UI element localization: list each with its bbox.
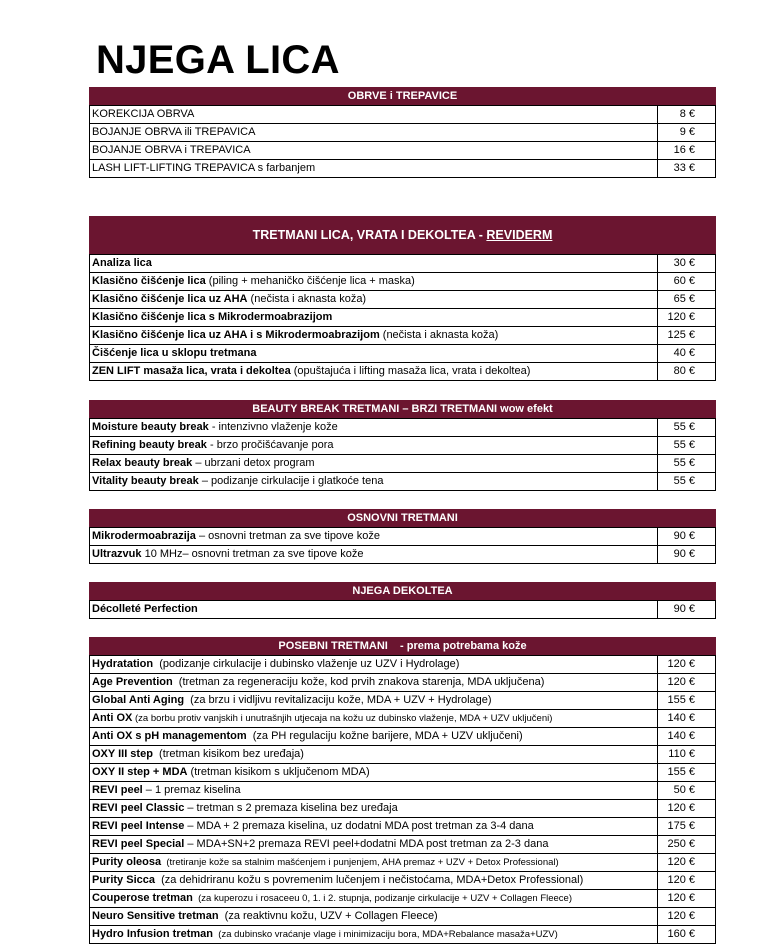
table-row xyxy=(90,546,716,564)
item-description: (tretman za regeneraciju kože, kod prvih znakova starenja, MDA uključena) xyxy=(172,676,545,688)
item-price: 120 € xyxy=(658,872,716,890)
item-cell xyxy=(90,291,658,309)
item-name: Klasično čišćenje lica xyxy=(92,275,206,287)
item-name: Décolleté Perfection xyxy=(92,603,198,615)
item-name: Couperose tretman xyxy=(92,892,193,904)
table-row xyxy=(90,764,716,782)
item-cell xyxy=(90,800,658,818)
item-price: 125 € xyxy=(658,327,716,345)
table-row xyxy=(90,327,716,345)
item-price: 16 € xyxy=(658,142,716,160)
item-cell xyxy=(90,124,658,142)
item-description: – osnovni tretman za sve tipove kože xyxy=(195,530,380,542)
item-price: 65 € xyxy=(658,291,716,309)
item-price: 120 € xyxy=(658,890,716,908)
price-table xyxy=(89,254,716,381)
item-cell xyxy=(90,854,658,872)
price-table xyxy=(89,105,716,178)
table-row xyxy=(90,160,716,178)
item-price: 30 € xyxy=(658,255,716,273)
item-description: (nečista i aknasta koža) xyxy=(379,329,499,341)
price-table xyxy=(89,527,716,564)
section-njega-dekoltea xyxy=(89,582,716,619)
item-name: Refining beauty break xyxy=(92,439,207,451)
table-row xyxy=(90,291,716,309)
item-cell xyxy=(90,419,658,437)
price-table xyxy=(89,655,716,944)
item-description: (podizanje cirkulacije i dubinsko vlaženje uz UZV i Hydrolage) xyxy=(153,658,460,670)
item-cell xyxy=(90,746,658,764)
table-row xyxy=(90,800,716,818)
table-row xyxy=(90,309,716,327)
item-price: 175 € xyxy=(658,818,716,836)
item-price: 120 € xyxy=(658,800,716,818)
page-title: NJEGA LICA xyxy=(96,38,340,82)
item-name: Hydratation xyxy=(92,658,154,670)
item-price: 55 € xyxy=(658,473,716,491)
item-name: Neuro Sensitive tretman xyxy=(92,910,219,922)
table-row xyxy=(90,106,716,124)
item-price: 120 € xyxy=(658,309,716,327)
table-row xyxy=(90,419,716,437)
item-description: – MDA+SN+2 premaza REVI peel+dodatni MDA post tretman za 2-3 dana xyxy=(184,838,549,850)
table-row xyxy=(90,728,716,746)
item-cell xyxy=(90,528,658,546)
item-cell xyxy=(90,728,658,746)
table-row xyxy=(90,692,716,710)
table-row xyxy=(90,854,716,872)
item-name: Anti OX xyxy=(92,712,133,724)
section-header: POSEBNI TRETMANI - prema potrebama kože xyxy=(89,637,716,655)
table-row xyxy=(90,872,716,890)
item-cell xyxy=(90,890,658,908)
item-name: Hydro Infusion tretman xyxy=(92,928,214,940)
item-cell xyxy=(90,818,658,836)
item-name: ZEN LIFT masaža lica, vrata i dekoltea xyxy=(92,365,291,377)
table-row xyxy=(90,273,716,291)
item-cell xyxy=(90,926,658,944)
item-cell xyxy=(90,908,658,926)
item-description: (za brzu i vidljivu revitalizaciju kože, MDA + UZV + Hydrolage) xyxy=(184,694,492,706)
item-cell xyxy=(90,327,658,345)
section-header: TRETMANI LICA, VRATA I DEKOLTEA - REVIDERM xyxy=(89,216,716,254)
table-row xyxy=(90,890,716,908)
item-description: BOJANJE OBRVA ili TREPAVICA xyxy=(92,126,256,138)
item-description: BOJANJE OBRVA i TREPAVICA xyxy=(92,144,251,156)
table-row xyxy=(90,601,716,619)
price-table xyxy=(89,600,716,619)
table-row xyxy=(90,656,716,674)
item-cell xyxy=(90,160,658,178)
item-name: Vitality beauty break xyxy=(92,475,199,487)
table-row xyxy=(90,674,716,692)
item-cell xyxy=(90,710,658,728)
item-price: 155 € xyxy=(658,764,716,782)
item-cell xyxy=(90,836,658,854)
item-cell xyxy=(90,782,658,800)
item-price: 60 € xyxy=(658,273,716,291)
item-price: 9 € xyxy=(658,124,716,142)
table-row xyxy=(90,437,716,455)
item-name: Purity Sicca xyxy=(92,874,155,886)
section-beauty-break xyxy=(89,400,716,491)
item-cell xyxy=(90,692,658,710)
table-row xyxy=(90,926,716,944)
table-row xyxy=(90,255,716,273)
brand-link[interactable]: REVIDERM xyxy=(486,228,553,242)
item-price: 120 € xyxy=(658,908,716,926)
item-cell xyxy=(90,255,658,273)
table-row xyxy=(90,345,716,363)
item-description: – ubrzani detox program xyxy=(192,457,315,469)
item-description: LASH LIFT-LIFTING TREPAVICA s farbanjem xyxy=(92,162,316,174)
item-name: Relax beauty break xyxy=(92,457,193,469)
item-name: Global Anti Aging xyxy=(92,694,185,706)
item-description: – tretman s 2 premaza kiselina bez uređaja xyxy=(184,802,398,814)
item-price: 55 € xyxy=(658,419,716,437)
item-description: (za kuperozu i rosaceeu 0, 1. i 2. stupnja, podizanje cirkulacije + UZV + Collagen Fleece) xyxy=(192,893,573,904)
section-header: OBRVE i TREPAVICE xyxy=(89,87,716,105)
item-price: 140 € xyxy=(658,710,716,728)
item-price: 90 € xyxy=(658,546,716,564)
item-name: OXY III step xyxy=(92,748,153,760)
item-cell xyxy=(90,106,658,124)
item-description: (tretman kisikom bez uređaja) xyxy=(152,748,304,760)
section-posebni-tretmani xyxy=(89,637,716,944)
item-cell xyxy=(90,273,658,291)
item-price: 33 € xyxy=(658,160,716,178)
item-name: Klasično čišćenje lica uz AHA i s Mikrodermoabrazijom xyxy=(92,329,380,341)
item-cell xyxy=(90,455,658,473)
table-row xyxy=(90,818,716,836)
item-cell xyxy=(90,601,658,619)
item-cell xyxy=(90,656,658,674)
item-name: Čišćenje lica u sklopu tretmana xyxy=(92,347,257,359)
item-name: REVI peel Intense xyxy=(92,820,185,832)
item-description: – MDA + 2 premaza kiselina, uz dodatni MDA post tretman za 3-4 dana xyxy=(184,820,534,832)
item-cell xyxy=(90,546,658,564)
item-price: 90 € xyxy=(658,528,716,546)
table-row xyxy=(90,746,716,764)
item-price: 250 € xyxy=(658,836,716,854)
item-description: (za dehidriranu kožu s povremenim lučenjem i nečistoćama, MDA+Detox Professional) xyxy=(154,874,584,886)
section-header: OSNOVNI TRETMANI xyxy=(89,509,716,527)
item-price: 160 € xyxy=(658,926,716,944)
item-name: REVI peel Classic xyxy=(92,802,185,814)
item-price: 120 € xyxy=(658,854,716,872)
item-name: Ultrazvuk xyxy=(92,548,142,560)
item-price: 50 € xyxy=(658,782,716,800)
item-name: Anti OX s pH managementom xyxy=(92,730,247,742)
item-cell xyxy=(90,437,658,455)
section-header: NJEGA DEKOLTEA xyxy=(89,582,716,600)
item-cell xyxy=(90,309,658,327)
item-description: (nečista i aknasta koža) xyxy=(247,293,367,305)
item-price: 155 € xyxy=(658,692,716,710)
table-row xyxy=(90,363,716,381)
item-cell xyxy=(90,345,658,363)
item-description: (opuštajuća i lifting masaža lica, vrata i dekoltea) xyxy=(290,365,531,377)
item-cell xyxy=(90,872,658,890)
item-name: Analiza lica xyxy=(92,257,152,269)
section-tretmani-lica xyxy=(89,216,716,381)
item-name: Purity oleosa xyxy=(92,856,162,868)
item-price: 55 € xyxy=(658,437,716,455)
item-name: OXY II step + MDA xyxy=(92,766,188,778)
item-price: 110 € xyxy=(658,746,716,764)
table-row xyxy=(90,142,716,160)
item-price: 55 € xyxy=(658,455,716,473)
item-description: (tretman kisikom s uključenom MDA) xyxy=(187,766,370,778)
item-cell xyxy=(90,674,658,692)
item-cell xyxy=(90,142,658,160)
item-description: - brzo pročišćavanje pora xyxy=(206,439,334,451)
item-description: (za reaktivnu kožu, UZV + Collagen Fleece) xyxy=(218,910,438,922)
item-price: 120 € xyxy=(658,656,716,674)
item-description: (tretiranje kože sa stalnim mašćenjem i punjenjem, AHA premaz + UZV + Detox Professional) xyxy=(161,857,559,868)
item-description: 10 MHz– osnovni tretman za sve tipove kože xyxy=(141,548,364,560)
item-cell xyxy=(90,473,658,491)
table-row xyxy=(90,455,716,473)
item-description: – 1 premaz kiselina xyxy=(142,784,241,796)
price-table xyxy=(89,418,716,491)
item-price: 40 € xyxy=(658,345,716,363)
item-price: 120 € xyxy=(658,674,716,692)
item-description: - intenzivno vlaženje kože xyxy=(208,421,338,433)
item-price: 140 € xyxy=(658,728,716,746)
item-name: REVI peel xyxy=(92,784,143,796)
section-obrve-trepavice xyxy=(89,87,716,178)
item-price: 90 € xyxy=(658,601,716,619)
item-cell xyxy=(90,764,658,782)
item-description: (za borbu protiv vanjskih i unutrašnjih utjecaja na kožu uz dubinsko vlaženje, MDA + UZV uključeni) xyxy=(132,713,553,724)
item-name: REVI peel Special xyxy=(92,838,185,850)
item-name: Moisture beauty break xyxy=(92,421,209,433)
item-description: KOREKCIJA OBRVA xyxy=(92,108,195,120)
item-description: (piling + mehaničko čišćenje lica + maska) xyxy=(205,275,415,287)
item-price: 8 € xyxy=(658,106,716,124)
section-header: BEAUTY BREAK TRETMANI – BRZI TRETMANI wow efekt xyxy=(89,400,716,418)
table-row xyxy=(90,782,716,800)
item-name: Klasično čišćenje lica uz AHA xyxy=(92,293,248,305)
table-row xyxy=(90,836,716,854)
item-price: 80 € xyxy=(658,363,716,381)
section-osnovni-tretmani xyxy=(89,509,716,564)
item-name: Age Prevention xyxy=(92,676,173,688)
item-description: (za dubinsko vraćanje vlage i minimizaciju bora, MDA+Rebalance masaža+UZV) xyxy=(213,929,558,940)
item-name: Mikrodermoabrazija xyxy=(92,530,196,542)
item-description: (za PH regulaciju kožne barijere, MDA + UZV uključeni) xyxy=(246,730,523,742)
item-description: – podizanje cirkulacije i glatkoće tena xyxy=(198,475,384,487)
table-row xyxy=(90,528,716,546)
table-row xyxy=(90,908,716,926)
table-row xyxy=(90,473,716,491)
table-row xyxy=(90,710,716,728)
item-name: Klasično čišćenje lica s Mikrodermoabrazijom xyxy=(92,311,333,323)
table-row xyxy=(90,124,716,142)
item-cell xyxy=(90,363,658,381)
